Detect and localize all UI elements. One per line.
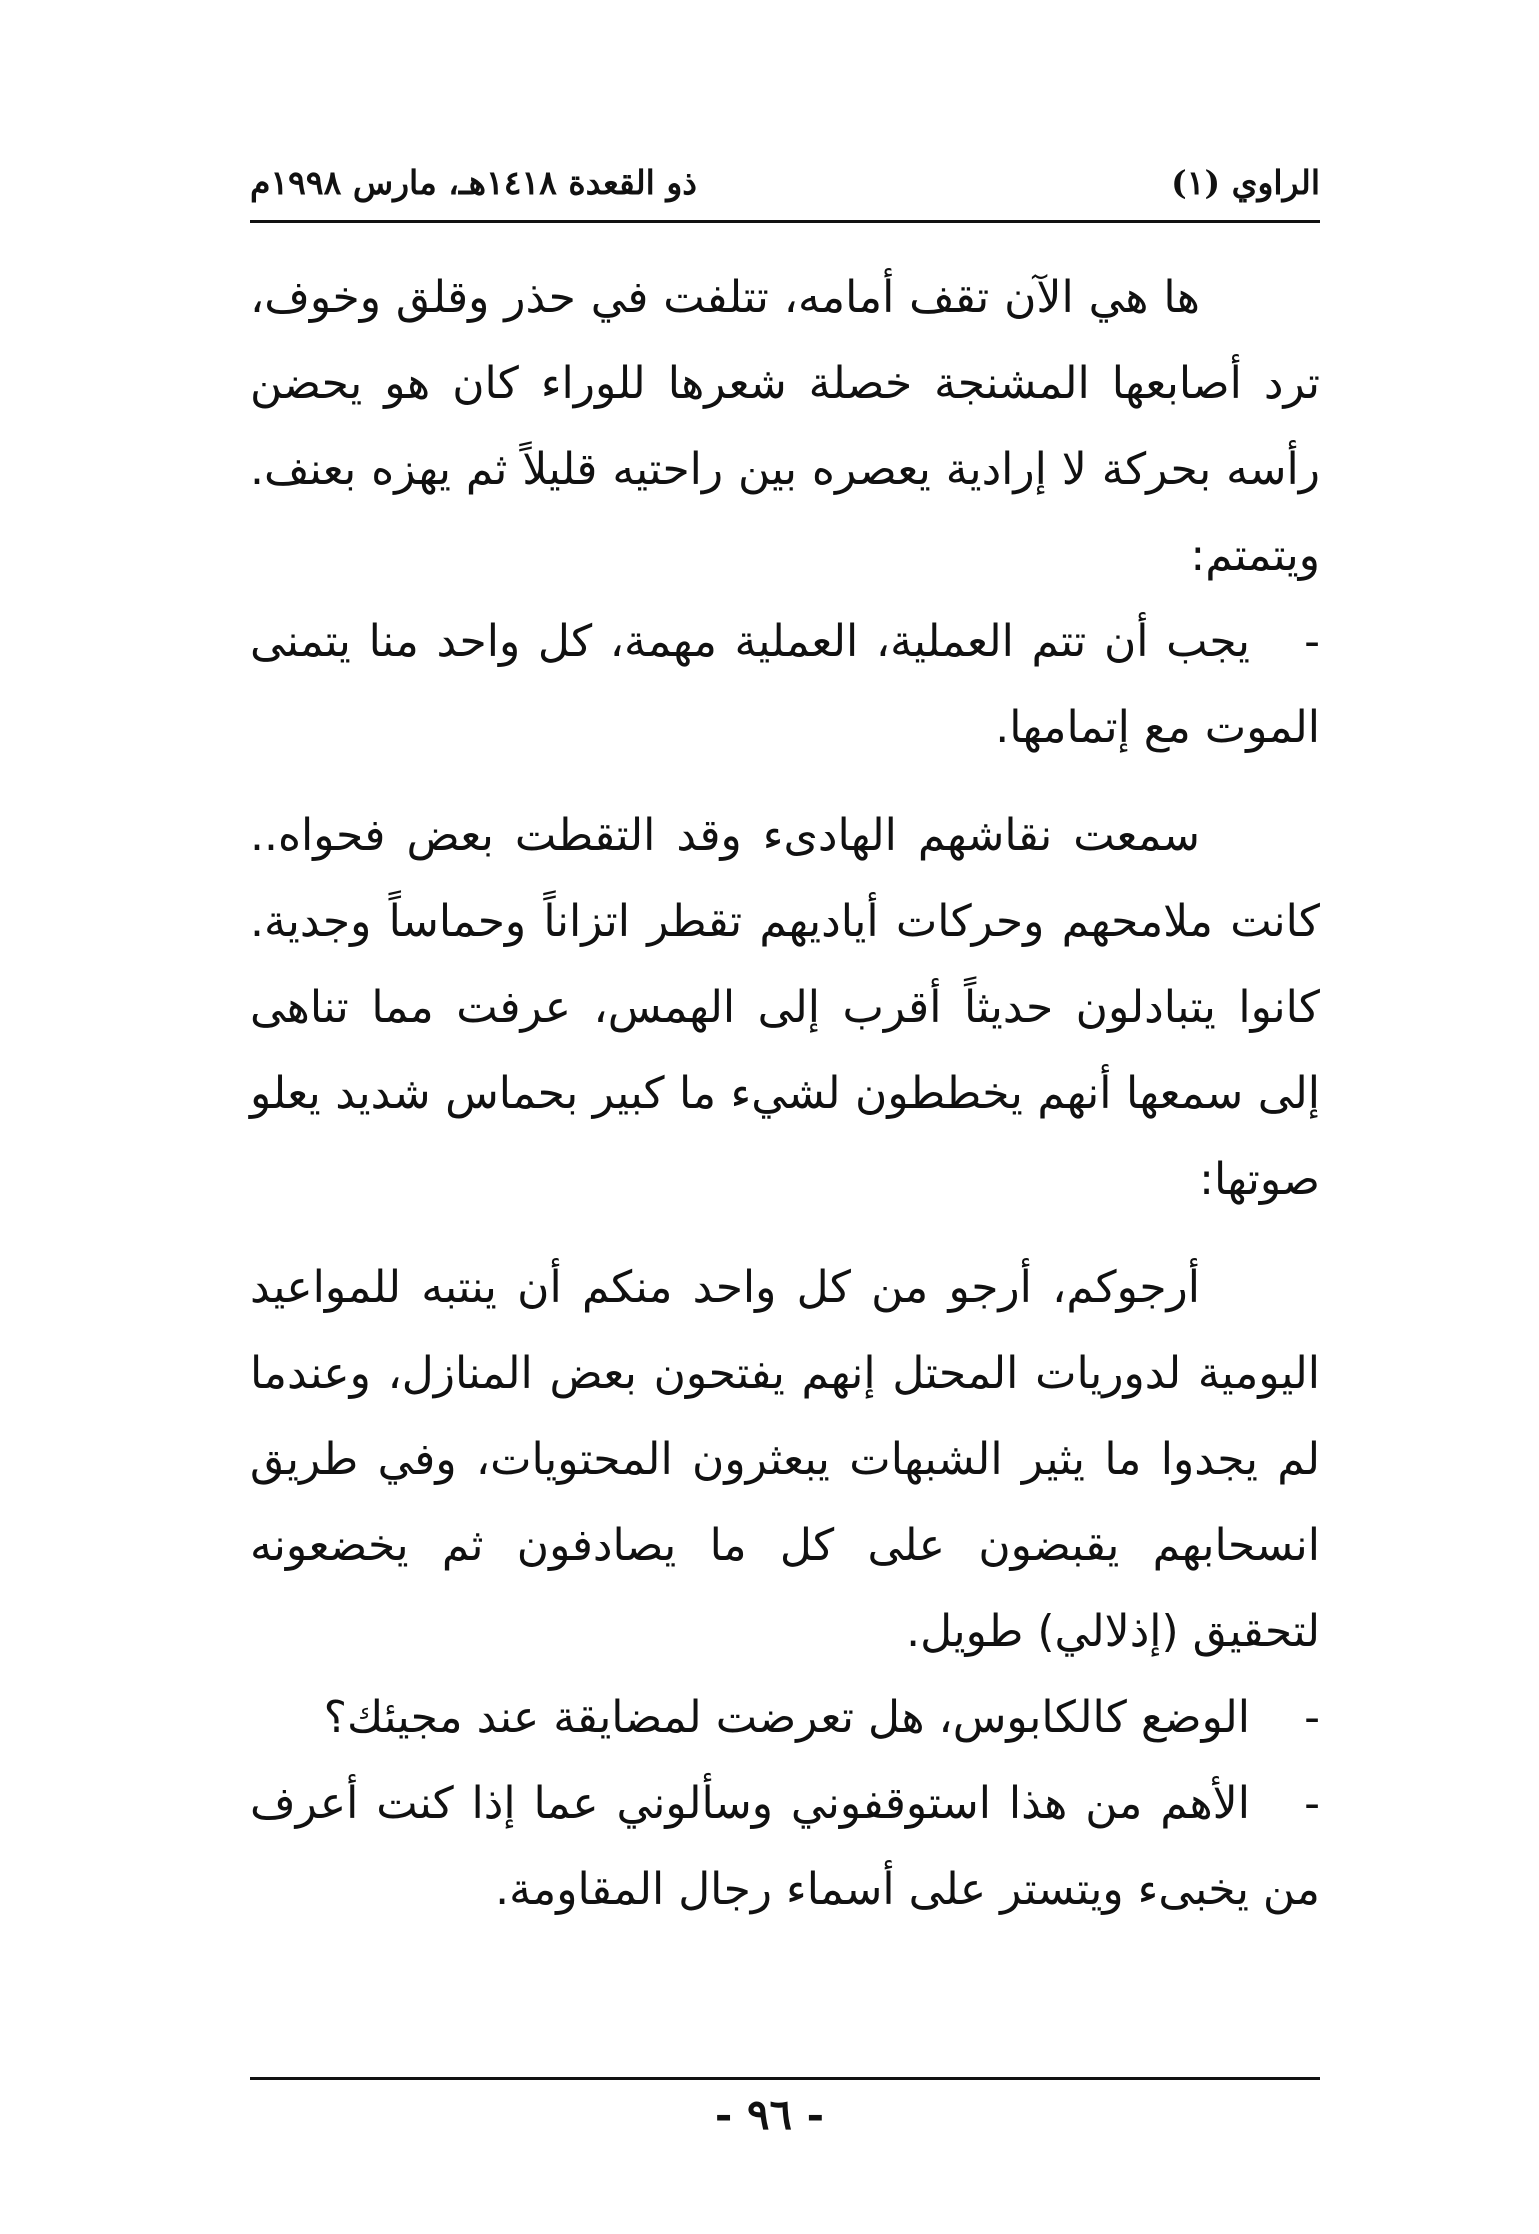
dialogue-text: الأهم من هذا استوقفوني وسألوني عما إذا كنت أعرف من يخبىء ويتستر على أسماء رجال المقاومة.: [250, 1778, 1320, 1915]
header-rule: [250, 220, 1320, 223]
paragraph-2: سمعت نقاشهم الهادىء وقد التقطت بعض فحواه.. كانت ملامحهم وحركات أياديهم تقطر اتزاناً وحماساً وجدية. كانوا يتبادلون حديثاً أقرب إلى الهمس، عرفت مما تناهى إلى سمعها أنهم يخططون لشيء ما كبير بحماس شديد يعلو صوتها:: [250, 810, 1320, 1205]
book-title: الراوي (١): [1171, 163, 1320, 202]
page-number: - ٩٦ -: [714, 2090, 825, 2139]
body-text: [250, 255, 1320, 1933]
dialogue-line-3: [250, 1761, 1320, 1933]
paragraph-3: أرجوكم، أرجو من كل واحد منكم أن ينتبه للمواعيد اليومية لدوريات المحتل إنهم يفتحون بعض المنازل، وعندما لم يجدوا ما يثير الشبهات يبعثرون المحتويات، وفي طريق انسحابهم يقبضون على كل ما يصادفون ثم يخضعونه لتحقيق (إذلالي) طويل.: [250, 1262, 1320, 1657]
dialogue-line-2: [250, 1675, 1320, 1761]
dialogue-line-1: [250, 599, 1320, 771]
paragraph-1: ها هي الآن تقف أمامه، تتلفت في حذر وقلق وخوف، ترد أصابعها المشنجة خصلة شعرها للوراء كان هو يحضن رأسه بحركة لا إرادية يعصره بين راحتيه قليلاً ثم يهزه بعنف. ويتمتم:: [250, 272, 1320, 581]
dialogue-text: الوضع كالكابوس، هل تعرضت لمضايقة عند مجيئك؟: [323, 1692, 1250, 1743]
running-header: [250, 155, 1320, 215]
dialogue-dash: -: [1304, 1692, 1320, 1743]
footer-rule: [250, 2077, 1320, 2080]
issue-date: ذو القعدة ١٤١٨هـ، مارس ١٩٩٨م: [250, 163, 697, 202]
dialogue-dash: -: [1304, 616, 1320, 667]
dialogue-dash: -: [1304, 1778, 1320, 1829]
dialogue-text: يجب أن تتم العملية، العملية مهمة، كل واحد منا يتمنى الموت مع إتمامها.: [250, 616, 1320, 753]
